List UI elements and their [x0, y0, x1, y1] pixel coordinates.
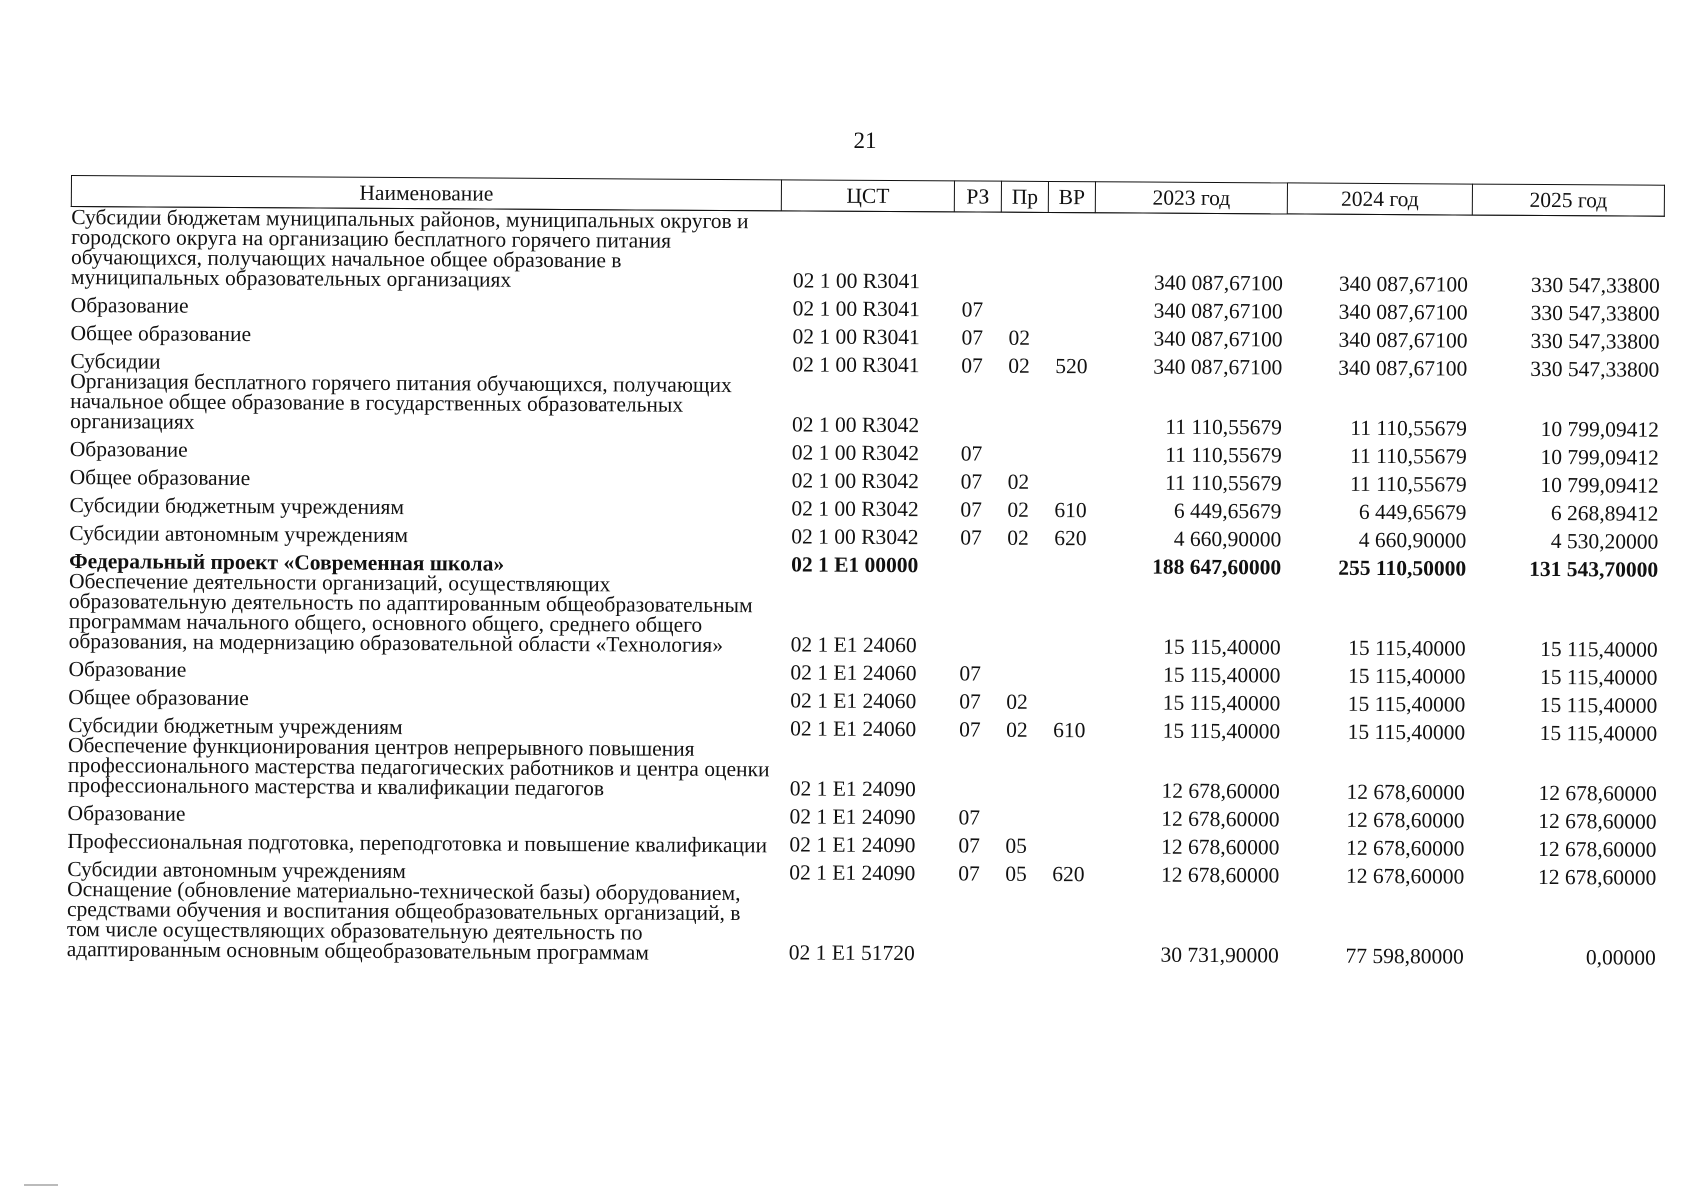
row-pr: 05	[1005, 861, 1027, 886]
row-amount-2025: 12 678,60000	[1537, 864, 1657, 890]
row-name: Общее образование	[70, 321, 252, 347]
row-vr	[1045, 685, 1092, 713]
row-vr: 610	[1054, 498, 1087, 523]
row-pr	[1001, 212, 1048, 293]
row-amount-2024: 15 115,40000	[1347, 719, 1466, 745]
row-vr	[1044, 885, 1091, 965]
row-pr: 05	[1005, 833, 1027, 858]
row-vr	[1044, 829, 1091, 857]
header-rz: РЗ	[954, 181, 1001, 212]
row-cst: 02 1 E1 24060	[790, 632, 917, 658]
row-rz: 07	[958, 861, 980, 886]
row-amount-2024: 340 087,67100	[1338, 355, 1468, 381]
row-rz	[952, 576, 999, 656]
row-amount-2023: 12 678,60000	[1161, 806, 1280, 832]
row-vr	[1045, 741, 1092, 801]
header-vr: ВР	[1048, 181, 1095, 212]
row-name: Субсидии	[70, 348, 161, 374]
row-amount-2025: 330 547,33800	[1530, 272, 1660, 298]
row-cst: 02 1 00 R3041	[792, 296, 920, 322]
row-cst: 02 1 E1 51720	[788, 940, 915, 966]
row-rz: 07	[960, 469, 983, 494]
row-vr: 610	[1053, 718, 1086, 743]
row-rz: 07	[959, 689, 981, 714]
row-amount-2023: 11 110,55679	[1165, 442, 1282, 468]
row-cst: 02 1 00 R3041	[792, 324, 920, 350]
row-vr	[1047, 321, 1094, 349]
row-vr	[1045, 657, 1092, 685]
table-row	[71, 207, 1664, 297]
row-pr: 02	[1007, 497, 1030, 522]
row-cst: 02 1 E1 24090	[789, 832, 916, 858]
row-pr: 02	[1008, 353, 1030, 378]
row-amount-2024: 11 110,55679	[1350, 415, 1468, 441]
row-amount-2023: 12 678,60000	[1161, 778, 1280, 804]
row-name: Обеспечение деятельности организаций, осуществляющих образовательную деятельность по адаптированным общеобразовательным программам начального общего, основного общего, среднего общего образования, на модернизацию образовательной области «Технология»	[68, 568, 753, 657]
table-row	[67, 879, 1660, 969]
row-amount-2023: 6 449,65679	[1173, 498, 1282, 524]
row-name: Образование	[67, 800, 186, 826]
row-amount-2025: 10 799,09412	[1540, 472, 1659, 498]
row-amount-2025: 12 678,60000	[1538, 780, 1657, 806]
row-name: Субсидии автономным учреждениям	[67, 856, 407, 884]
row-rz	[951, 740, 998, 800]
row-rz: 07	[958, 805, 981, 830]
row-rz: 07	[960, 525, 982, 550]
row-vr	[1047, 377, 1094, 437]
row-pr	[998, 741, 1045, 801]
row-amount-2024: 15 115,40000	[1347, 663, 1466, 689]
row-pr: 02	[1007, 469, 1030, 494]
row-amount-2023: 11 110,55679	[1164, 470, 1282, 496]
row-name: Общее образование	[68, 684, 249, 711]
row-cst: 02 1 E1 24060	[790, 660, 917, 686]
row-amount-2024: 340 087,67100	[1338, 271, 1468, 297]
scan-speck	[24, 1184, 58, 1186]
row-pr: 02	[1007, 525, 1029, 550]
header-cst: ЦСТ	[781, 180, 954, 212]
row-name: Федеральный проект «Современная школа»	[69, 548, 505, 576]
row-rz: 07	[959, 717, 981, 742]
table-body	[67, 207, 1665, 969]
row-amount-2025: 10 799,09412	[1540, 416, 1660, 442]
row-amount-2024: 340 087,67100	[1338, 299, 1468, 325]
row-vr	[1048, 212, 1095, 293]
row-amount-2024: 15 115,40000	[1348, 635, 1466, 661]
row-name: Оснащение (обновление материально-технической базы) оборудованием, средствами обучения и воспитания общеобразовательных организаций, в том числе осуществляющих образовательную деятельность по адаптированным основным общеобразовательным программам	[66, 876, 741, 965]
row-pr	[998, 657, 1045, 685]
row-amount-2024: 11 110,55679	[1349, 471, 1467, 497]
row-cst: 02 1 00 R3041	[792, 268, 921, 294]
row-amount-2025: 12 678,60000	[1538, 836, 1657, 862]
table-row	[68, 735, 1661, 805]
row-amount-2024: 12 678,60000	[1346, 807, 1465, 833]
row-rz: 07	[961, 353, 983, 378]
row-cst: 02 1 00 R3042	[791, 524, 919, 550]
budget-table	[66, 175, 1665, 969]
row-rz: 07	[960, 441, 983, 466]
row-vr: 620	[1054, 526, 1087, 551]
row-amount-2024: 255 110,50000	[1338, 555, 1467, 581]
row-vr: 620	[1052, 862, 1085, 887]
row-rz	[952, 548, 999, 576]
row-amount-2023: 12 678,60000	[1160, 862, 1280, 888]
table-row	[70, 371, 1663, 441]
row-amount-2025: 330 547,33800	[1530, 356, 1660, 382]
row-amount-2024: 6 449,65679	[1358, 499, 1467, 525]
row-amount-2024: 12 678,60000	[1346, 779, 1465, 805]
row-pr: 02	[1008, 325, 1031, 350]
row-amount-2023: 15 115,40000	[1163, 634, 1281, 660]
row-rz: 07	[961, 297, 984, 322]
row-cst: 02 1 00 R3042	[791, 468, 919, 494]
row-amount-2025: 10 799,09412	[1540, 444, 1659, 470]
row-name: Субсидии бюджетам муниципальных районов, муниципальных округов и городского округа на организацию бесплатного горячего питания обучающихся, получающих начальное общее образование в муниципальных образовательных организациях	[70, 205, 749, 292]
row-amount-2025: 6 268,89412	[1550, 501, 1659, 526]
row-cst: 02 1 E1 24090	[789, 804, 916, 830]
row-amount-2024: 15 115,40000	[1347, 691, 1466, 717]
row-pr	[998, 801, 1045, 829]
row-amount-2025: 0,00000	[1585, 945, 1656, 970]
row-vr: 520	[1055, 354, 1088, 379]
header-2023: 2023 год	[1095, 182, 1287, 214]
row-amount-2025: 330 547,33800	[1530, 328, 1660, 354]
row-amount-2023: 12 678,60000	[1161, 834, 1280, 860]
row-amount-2023: 15 115,40000	[1162, 662, 1281, 688]
row-pr	[997, 885, 1044, 965]
row-pr	[1000, 437, 1047, 465]
row-name: Субсидии бюджетным учреждениям	[68, 712, 403, 740]
row-cst: 02 1 00 R3042	[791, 412, 920, 438]
row-pr	[999, 577, 1046, 657]
row-amount-2024: 4 660,90000	[1358, 527, 1467, 553]
row-amount-2024: 12 678,60000	[1346, 835, 1465, 861]
row-amount-2025: 4 530,20000	[1550, 529, 1659, 554]
row-amount-2023: 340 087,67100	[1153, 270, 1283, 296]
row-rz	[953, 376, 1000, 436]
row-amount-2024: 340 087,67100	[1338, 327, 1468, 353]
row-vr	[1047, 465, 1094, 493]
row-amount-2024: 77 598,80000	[1345, 943, 1464, 969]
row-rz: 07	[960, 497, 983, 522]
row-amount-2023: 340 087,67100	[1153, 298, 1283, 324]
row-amount-2025: 131 543,70000	[1529, 556, 1659, 582]
row-amount-2025: 330 547,33800	[1530, 300, 1660, 326]
header-2025: 2025 год	[1472, 184, 1664, 216]
header-name: Наименование	[71, 176, 781, 211]
row-name: Образование	[70, 293, 189, 318]
row-cst: 02 1 00 R3042	[791, 496, 919, 522]
row-amount-2023: 30 731,90000	[1160, 942, 1279, 968]
row-name: Субсидии автономным учреждениям	[69, 520, 409, 548]
row-amount-2025: 15 115,40000	[1539, 692, 1658, 718]
row-name: Организация бесплатного горячего питания обучающихся, получающих начальное общее образование в государственных образовательных организациях	[69, 368, 732, 434]
row-vr	[1047, 437, 1094, 465]
row-amount-2023: 188 647,60000	[1152, 554, 1282, 580]
row-vr	[1045, 801, 1092, 829]
row-amount-2025: 15 115,40000	[1540, 636, 1658, 662]
row-cst: 02 1 E1 24060	[790, 716, 917, 742]
row-pr	[999, 549, 1046, 577]
row-amount-2024: 12 678,60000	[1345, 863, 1465, 889]
row-rz: 07	[959, 661, 982, 686]
row-cst: 02 1 E1 00000	[791, 552, 919, 578]
row-amount-2023: 15 115,40000	[1162, 690, 1281, 716]
row-vr	[1046, 577, 1093, 657]
row-amount-2024: 11 110,55679	[1350, 443, 1467, 469]
page-number: 21	[853, 128, 877, 153]
row-cst: 02 1 00 R3042	[791, 440, 920, 466]
row-amount-2025: 12 678,60000	[1538, 808, 1657, 834]
header-pr: Пр	[1001, 181, 1048, 212]
row-cst: 02 1 E1 24090	[789, 860, 916, 886]
row-amount-2023: 15 115,40000	[1162, 718, 1281, 744]
row-pr	[1000, 377, 1047, 437]
row-rz	[954, 212, 1001, 293]
row-vr	[1048, 293, 1095, 321]
header-2024: 2024 год	[1287, 183, 1472, 215]
row-amount-2025: 15 115,40000	[1539, 720, 1658, 746]
row-name: Субсидии бюджетным учреждениям	[69, 492, 405, 520]
row-pr: 02	[1006, 689, 1028, 714]
table-row	[69, 571, 1662, 661]
row-rz	[950, 884, 997, 964]
row-vr	[1046, 549, 1093, 577]
row-name: Обеспечение функционирования центров непрерывного повышения профессионального мастерства педагогических работников и центра оценки профессионального мастерства и квалификации педагогов	[67, 732, 770, 801]
row-amount-2023: 340 087,67100	[1153, 354, 1283, 380]
row-pr	[1001, 293, 1048, 321]
row-rz: 07	[961, 325, 984, 350]
row-amount-2023: 4 660,90000	[1173, 526, 1282, 552]
row-cst: 02 1 00 R3041	[792, 352, 920, 378]
row-cst: 02 1 E1 24060	[790, 688, 917, 714]
row-name: Образование	[69, 436, 188, 462]
row-name: Образование	[68, 656, 187, 682]
row-pr: 02	[1006, 717, 1028, 742]
row-name: Профессиональная подготовка, переподготовка и повышение квалификации	[67, 828, 768, 858]
row-rz: 07	[958, 833, 980, 858]
row-cst: 02 1 E1 24090	[789, 776, 916, 802]
row-name: Общее образование	[69, 464, 251, 491]
row-amount-2023: 340 087,67100	[1153, 326, 1283, 352]
row-amount-2025: 15 115,40000	[1539, 664, 1658, 690]
row-amount-2023: 11 110,55679	[1165, 414, 1283, 440]
